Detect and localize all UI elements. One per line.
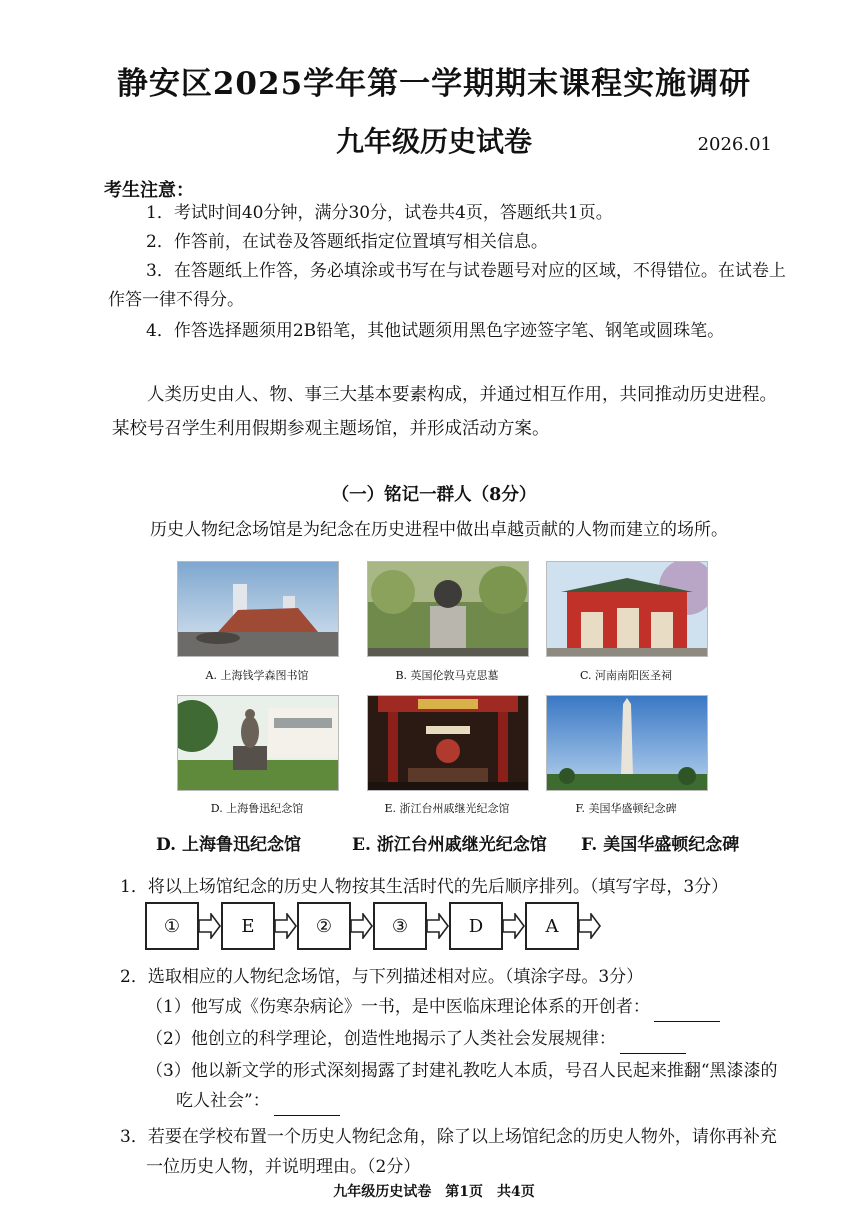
memorial-hall-photo: [367, 695, 529, 791]
exam-date: 2026.01: [697, 134, 772, 155]
label-d: D. 上海鲁迅纪念馆: [156, 835, 301, 855]
answer-blank-2[interactable]: [620, 1053, 686, 1054]
statue-photo: [177, 695, 339, 791]
exam-title: 静安区2025学年第一学期期末课程实施调研: [116, 66, 752, 102]
question-2-item-3-cont: [176, 1086, 340, 1116]
arrow-right-icon: [427, 913, 449, 939]
question-1: 1．将以上场馆纪念的历史人物按其生活时代的先后顺序排列。（填写字母，3分）: [120, 877, 729, 897]
section-description: 历史人物纪念场馆是为纪念在历史进程中做出卓越贡献的人物而建立的场所。: [150, 520, 728, 540]
question-2: 2．选取相应的人物纪念场馆，与下列描述相对应。（填涂字母。3分）: [120, 967, 644, 987]
library-building-photo: [177, 561, 339, 657]
photo-caption-b: B. 英国伦敦马克思墓: [395, 669, 499, 682]
photo-caption-f: F. 美国华盛顿纪念碑: [575, 802, 677, 815]
photo-caption-a: A. 上海钱学森图书馆: [205, 669, 309, 682]
arrow-right-icon: [579, 913, 601, 939]
label-e: E. 浙江台州戚继光纪念馆: [352, 835, 547, 855]
arrow-right-icon: [351, 913, 373, 939]
sequence-box-6: A: [525, 902, 579, 950]
sequence-box-4: ③: [373, 902, 427, 950]
question-3-cont: 一位历史人物，并说明理由。（2分）: [146, 1157, 421, 1177]
page-footer: 九年级历史试卷 第1页 共4页: [333, 1184, 535, 1200]
obelisk-photo: [546, 695, 708, 791]
answer-blank-3[interactable]: [274, 1115, 340, 1116]
question-2-item-3: （3）他以新文学的形式深刻揭露了封建礼教吃人本质，号召人民起来推翻“黑漆漆的: [146, 1061, 778, 1081]
section-title: （一）铭记一群人（8分）: [331, 485, 537, 505]
arrow-right-icon: [503, 913, 525, 939]
sequence-chain: [145, 900, 615, 952]
notice-item-2: 2．作答前，在试卷及答题纸指定位置填写相关信息。: [146, 232, 548, 252]
intro-paragraph: 人类历史由人、物、事三大基本要素构成，并通过相互作用，共同推动历史进程。某校号召学生利用假期参观主题场馆，并形成活动方案。: [112, 385, 777, 439]
photo-caption-e: E. 浙江台州戚继光纪念馆: [384, 802, 510, 815]
notice-item-4: 4．作答选择题须用2B铅笔，其他试题须用黑色字迹签字笔、钢笔或圆珠笔。: [146, 321, 725, 341]
notice-item-3: 3．在答题纸上作答，务必填涂或书写在与试卷题号对应的区域，不得错位。在试卷上: [146, 261, 786, 281]
label-f: F. 美国华盛顿纪念碑: [581, 835, 740, 855]
marx-tomb-photo: [367, 561, 529, 657]
notice-item-1: 1．考试时间40分钟，满分30分，试卷共4页，答题纸共1页。: [146, 203, 613, 223]
exam-subtitle: 九年级历史试卷: [335, 125, 532, 158]
sequence-box-3: ②: [297, 902, 351, 950]
question-2-item-2-text: （2）他创立的科学理论，创造性地揭示了人类社会发展规律：: [146, 1029, 616, 1049]
notice-heading: 考生注意：: [104, 180, 194, 201]
sequence-box-1: ①: [145, 902, 199, 950]
question-2-item-3-text: 吃人社会”：: [176, 1091, 270, 1111]
sequence-box-5: D: [449, 902, 503, 950]
sequence-box-2: E: [221, 902, 275, 950]
question-2-item-2: [146, 1024, 686, 1054]
question-2-item-1-text: （1）他写成《伤寒杂病论》一书，是中医临床理论体系的开创者：: [146, 997, 650, 1017]
arrow-right-icon: [275, 913, 297, 939]
notice-item-3-cont: 作答一律不得分。: [108, 290, 244, 310]
answer-blank-1[interactable]: [654, 1021, 720, 1022]
arrow-right-icon: [199, 913, 221, 939]
photo-caption-d: D. 上海鲁迅纪念馆: [210, 802, 304, 815]
shrine-gate-photo: [546, 561, 708, 657]
question-3: 3．若要在学校布置一个历史人物纪念角，除了以上场馆纪念的历史人物外，请你再补充: [120, 1127, 777, 1147]
photo-caption-c: C. 河南南阳医圣祠: [579, 669, 673, 682]
question-2-item-1: [146, 992, 720, 1022]
